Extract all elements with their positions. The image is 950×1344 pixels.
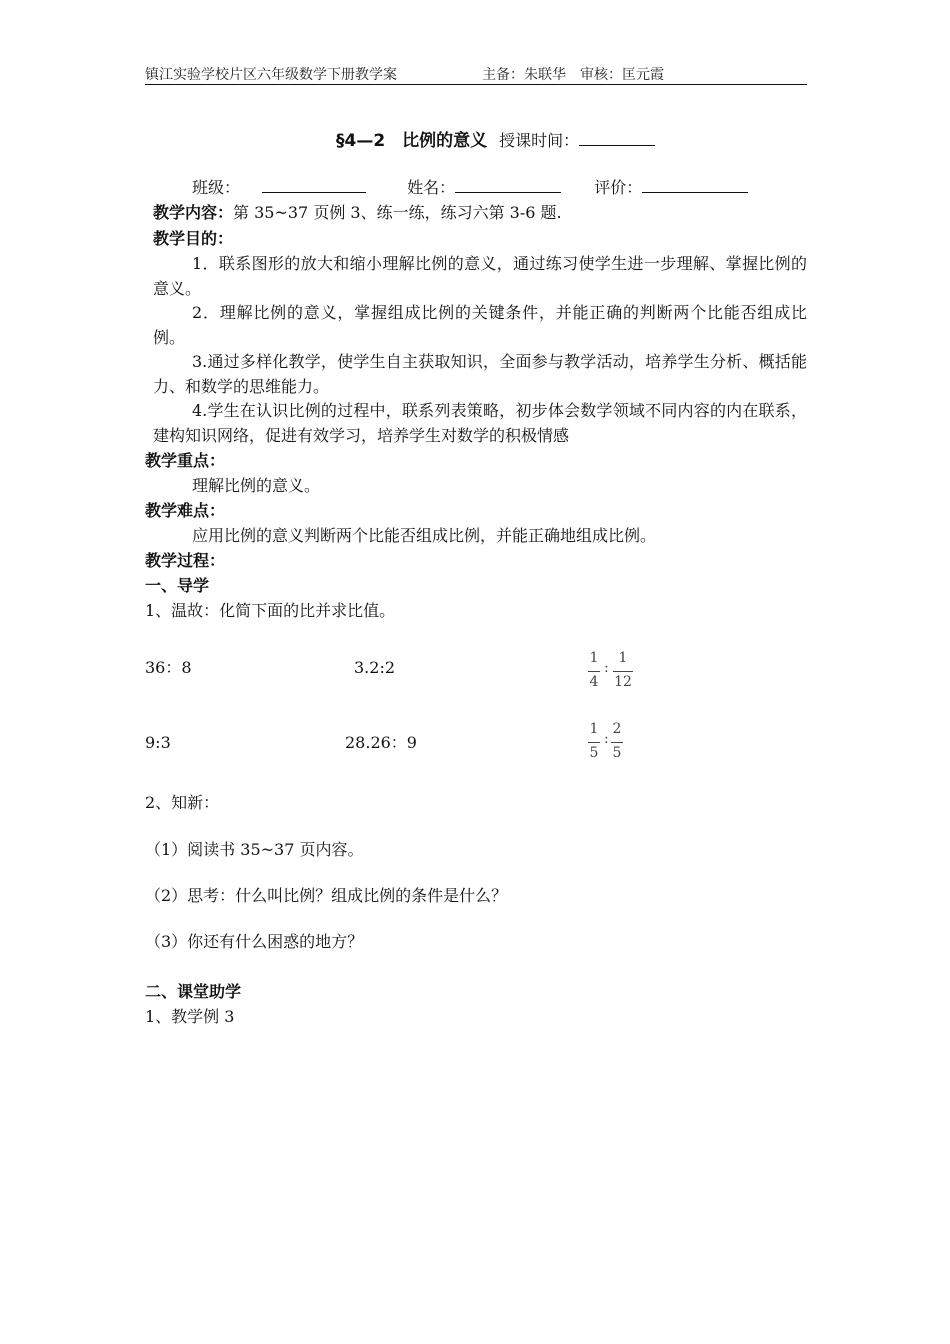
- keypoint-label: 教学重点：: [145, 451, 226, 470]
- goal-item-3: 3.通过多样化教学，使学生自主获取知识，全面参与教学活动，培养学生分析、概括能力、和数学的思维能力。: [153, 352, 807, 396]
- fraction-bar: [588, 742, 600, 743]
- new-knowledge-label: 2、知新：: [145, 793, 220, 812]
- fraction-denominator: 4: [589, 674, 599, 690]
- process-label: 教学过程：: [145, 551, 226, 570]
- content-text: 第 35~37 页例 3、练一练，练习六第 3-6 题.: [233, 203, 562, 222]
- difficulty-label: 教学难点：: [145, 501, 226, 520]
- content-label: 教学内容：: [153, 203, 234, 222]
- ratio-colon: :: [604, 660, 609, 676]
- keypoint-text: 理解比例的意义。: [192, 476, 321, 495]
- fraction-denominator: 5: [589, 745, 599, 761]
- info-line: [192, 175, 748, 201]
- section-guide: 一、导学: [145, 576, 210, 595]
- content-line: [153, 200, 562, 226]
- header-rule: [145, 84, 807, 85]
- fraction-numerator: 1: [589, 650, 599, 666]
- header-school: 镇江实验学校片区六年级数学下册教学案: [145, 67, 397, 83]
- fraction-numerator: 1: [618, 650, 628, 666]
- page-title: [336, 126, 655, 151]
- example-label: 1、教学例 3: [145, 1007, 235, 1026]
- name-blank: [455, 176, 561, 193]
- title-main: §4—2 比例的意义: [336, 131, 488, 151]
- eval-blank: [642, 176, 748, 193]
- fraction-ratio: [583, 721, 633, 765]
- fraction-ratio: [583, 650, 643, 694]
- fraction-denominator: 5: [612, 745, 622, 761]
- goal-item-1: 1．联系图形的放大和缩小理解比例的意义，通过练习使学生进一步理解、掌握比例的意义。: [153, 254, 807, 298]
- class-blank: [262, 176, 366, 193]
- name-label: 姓名：: [407, 178, 456, 197]
- new-item: （1）阅读书 35~37 页内容。: [145, 840, 364, 859]
- new-item: （2）思考：什么叫比例？组成比例的条件是什么？: [145, 886, 508, 905]
- fraction-numerator: 1: [589, 721, 599, 737]
- ratio-colon: :: [604, 731, 609, 747]
- fraction-numerator: 2: [612, 721, 622, 737]
- time-blank: [579, 129, 655, 146]
- class-label: 班级：: [192, 178, 241, 197]
- fraction-bar: [613, 671, 633, 672]
- fraction-bar: [611, 742, 623, 743]
- fraction-bar: [588, 671, 600, 672]
- ratio-item: 36：8: [145, 658, 192, 677]
- eval-label: 评价：: [594, 178, 643, 197]
- difficulty-text: 应用比例的意义判断两个比能否组成比例，并能正确地组成比例。: [192, 526, 657, 545]
- goals-label: 教学目的：: [153, 229, 234, 248]
- ratio-item: 9:3: [145, 733, 171, 752]
- goal-item-4: 4.学生在认识比例的过程中，联系列表策略，初步体会数学领域不同内容的内在联系，建构知识网络，促进有效学习，培养学生对数学的积极情感: [153, 401, 807, 445]
- section-classroom: 二、课堂助学: [145, 982, 242, 1001]
- ratio-item: 3.2:2: [354, 658, 396, 677]
- header-authors: 主备：朱联华 审核：匡元霞: [482, 67, 664, 83]
- review-prompt: 1、温故：化简下面的比并求比值。: [145, 601, 396, 620]
- fraction-denominator: 12: [614, 674, 632, 690]
- ratio-item: 28.26：9: [345, 733, 417, 752]
- goal-item-2: 2．理解比例的意义，掌握组成比例的关键条件，并能正确的判断两个比能否组成比例。: [153, 303, 807, 347]
- new-item: （3）你还有什么困惑的地方？: [145, 932, 364, 951]
- title-time-label: 授课时间：: [499, 131, 580, 150]
